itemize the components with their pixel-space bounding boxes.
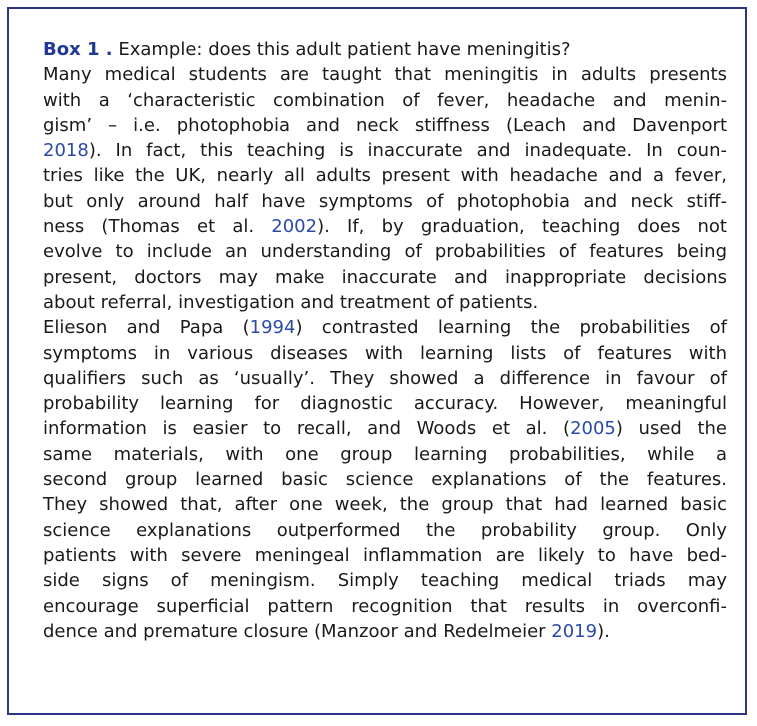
box-content (43, 37, 727, 644)
paragraph-line (43, 163, 727, 188)
text-span: ) used the (615, 418, 727, 440)
text-span: but only around half have symptoms of photophobia and neck stiff- (43, 190, 727, 212)
box-body (43, 62, 727, 644)
text-span: evolve to include an understanding of probabilities of features being (43, 241, 727, 263)
text-span: same materials, with one group learning probabilities, while a (43, 443, 727, 465)
text-span: second group learned basic science explanations of the features. (43, 469, 727, 491)
citation-year-link[interactable]: 1994 (249, 317, 296, 339)
paragraph-line (43, 366, 727, 391)
paragraph-line (43, 138, 727, 163)
text-span: ness (Thomas et al. (43, 216, 272, 238)
text-span: about referral, investigation and treatment of patients. (43, 291, 539, 313)
text-span: encourage superficial pattern recognition that results in overconfi- (43, 595, 727, 617)
text-box (7, 7, 747, 715)
paragraph-line (43, 391, 727, 416)
text-span: ) contrasted learning the probabilities of (295, 317, 727, 339)
text-span: ). In fact, this teaching is inaccurate and inadequate. In coun- (88, 140, 727, 162)
text-span: patients with severe meningeal inflammation are likely to have bed- (43, 544, 727, 566)
text-span: information is easier to recall, and Woods et al. ( (43, 418, 571, 440)
text-span: side signs of meningism. Simply teaching medical triads may (43, 570, 727, 592)
paragraph-line (43, 416, 727, 441)
text-span: with a ‘characteristic combination of fever, headache and menin- (43, 89, 727, 111)
paragraph-line (43, 315, 727, 340)
text-span: symptoms in various diseases with learning lists of features with (43, 342, 727, 364)
paragraph-line (43, 518, 727, 543)
citation-year-link[interactable]: 2019 (551, 620, 598, 642)
text-span: They showed that, after one week, the group that had learned basic (43, 494, 727, 516)
box-heading (43, 37, 727, 62)
paragraph-line (43, 290, 727, 315)
citation-year-link[interactable]: 2005 (570, 418, 616, 440)
text-span: qualifiers such as ‘usually’. They showed a difference in favour of (43, 367, 727, 389)
paragraph-line (43, 239, 727, 264)
box-title: Example: does this adult patient have meningitis? (112, 39, 571, 60)
paragraph-line (43, 214, 727, 239)
citation-year-link[interactable]: 2018 (43, 140, 89, 162)
paragraph-line (43, 467, 727, 492)
paragraph-line (43, 341, 727, 366)
text-span: Many medical students are taught that meningitis in adults presents (43, 64, 727, 86)
paragraph-line (43, 568, 727, 593)
paragraph-line (43, 189, 727, 214)
paragraph (43, 315, 727, 644)
citation-year-link[interactable]: 2002 (271, 216, 318, 238)
paragraph-line (43, 619, 727, 644)
text-span: gism’ – i.e. photophobia and neck stiffness (Leach and Davenport (43, 114, 727, 136)
text-span: Elieson and Papa ( (43, 317, 250, 339)
paragraph-line (43, 442, 727, 467)
text-span: tries like the UK, nearly all adults present with headache and a fever, (43, 165, 727, 187)
paragraph-line (43, 594, 727, 619)
text-span: science explanations outperformed the probability group. Only (43, 519, 727, 541)
paragraph-line (43, 113, 727, 138)
text-span: present, doctors may make inaccurate and inappropriate decisions (43, 266, 727, 288)
paragraph (43, 62, 727, 315)
box-label: Box 1 . (43, 39, 113, 60)
paragraph-line (43, 265, 727, 290)
text-span: dence and premature closure (Manzoor and Redelmeier (43, 620, 552, 642)
text-span: probability learning for diagnostic accuracy. However, meaningful (43, 393, 727, 415)
paragraph-line (43, 492, 727, 517)
paragraph-line (43, 88, 727, 113)
text-span: ). (597, 620, 610, 642)
paragraph-line (43, 543, 727, 568)
paragraph-line (43, 62, 727, 87)
text-span: ). If, by graduation, teaching does not (317, 216, 727, 238)
